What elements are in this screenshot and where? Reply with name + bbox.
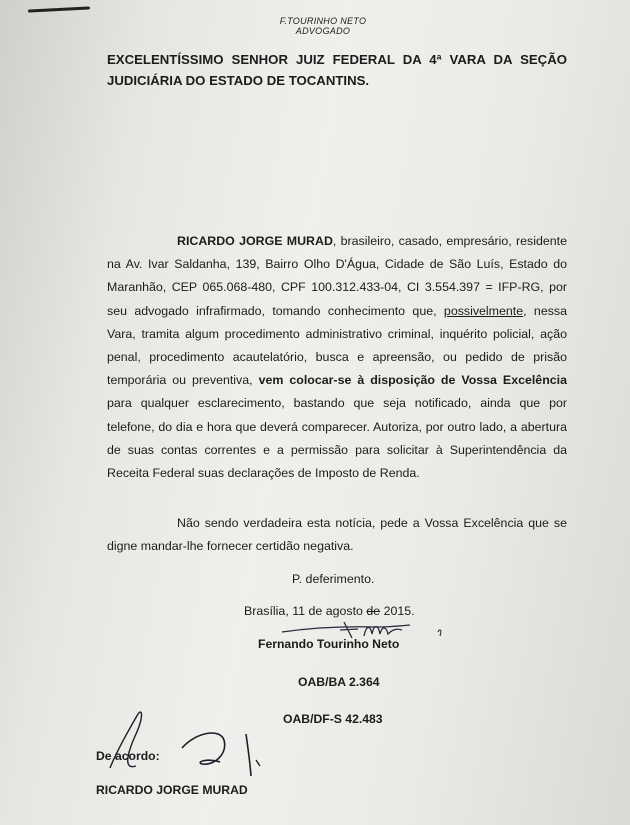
date-part-1: Brasília, 11 de agosto bbox=[244, 604, 367, 618]
client-name: RICARDO JORGE MURAD bbox=[177, 234, 333, 248]
agreement-label: De acordo: bbox=[96, 749, 160, 763]
deferimento-line: P. deferimento. bbox=[292, 572, 375, 586]
addressee-heading: EXCELENTÍSSIMO SENHOR JUIZ FEDERAL DA 4ª VARA DA SEÇÃO JUDICIÁRIA DO ESTADO DE TOCANTINS. bbox=[107, 52, 567, 88]
oab-registration-df: OAB/DF-S 42.483 bbox=[283, 712, 383, 726]
second-paragraph-text: Não sendo verdadeira esta notícia, pede a Vossa Excelência que se digne mandar-lhe fornecer certidão negativa. bbox=[107, 516, 567, 554]
petition-text-2: , nessa Vara, tramita algum procedimento administrativo criminal, inquérito policial, ação penal, procedimento acautelatório, busca e apreensão, ou pedido de prisão temporária ou preventiva, bbox=[107, 303, 567, 388]
client-signature bbox=[96, 704, 296, 784]
petition-text-3: para qualquer esclarecimento, bastando que seja notificado, ainda que por telefone, do dia e hora que deverá comparecer. Autoriza, por outro lado, a abertura de suas contas correntes e a permissão para solicitar à Superintendência da Receita Federal suas declarações de Imposto de Renda. bbox=[107, 396, 567, 481]
letterhead-name: F.TOURINHO NETO bbox=[279, 16, 367, 26]
underlined-word: possivelmente bbox=[443, 303, 524, 318]
bold-phrase: vem colocar-se à disposição de Vossa Excelência bbox=[258, 373, 567, 388]
client-signature-name: RICARDO JORGE MURAD bbox=[96, 783, 248, 797]
oab-registration-ba: OAB/BA 2.364 bbox=[298, 675, 380, 689]
petition-paragraph bbox=[107, 230, 567, 485]
letterhead-role: ADVOGADO bbox=[295, 26, 351, 36]
pen-mark bbox=[28, 6, 90, 12]
date-part-2: 2015. bbox=[380, 604, 415, 618]
date-struck-word: de bbox=[366, 604, 381, 618]
petition-text-1: , brasileiro, casado, empresário, residente na Av. Ivar Saldanha, 139, Bairro Olho D'Água, Cidade de São Luís, Estado do Maranhão, CEP 065.068-480, CPF 100.312.433-04, CI 3.554.397 = IFP-RG, por seu advogado infrafirmado, tomando conhecimento que, bbox=[107, 234, 568, 318]
second-paragraph bbox=[107, 512, 567, 558]
signatory-name: Fernando Tourinho Neto bbox=[258, 637, 400, 651]
